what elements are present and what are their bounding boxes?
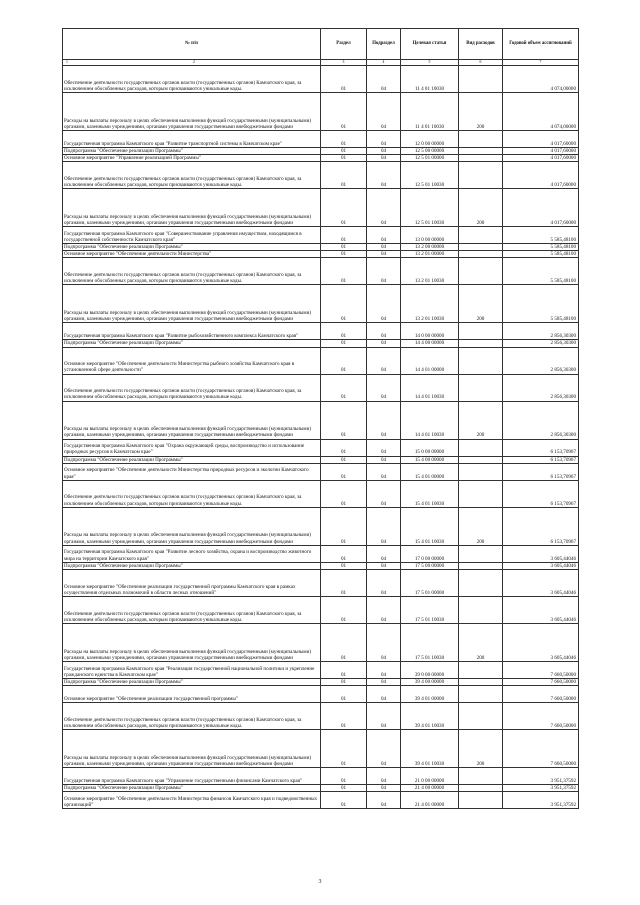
- row-podrazdel: 04: [367, 685, 401, 702]
- row-target: 14 0 00 00000: [401, 323, 459, 340]
- row-name: Основное мероприятие "Управление реализацией Программы": [63, 155, 321, 162]
- table-row: [63, 545, 579, 562]
- row-razdel: 01: [321, 545, 367, 562]
- row-name: Расходы на выплаты персоналу в целях обеспечения выполнения функций государственными (муниципальными) органами, казенными учреждениями, органами управления государственными внебюджетными фондами: [63, 285, 321, 323]
- row-total: 7 660,50000: [503, 678, 579, 685]
- row-name: Расходы на выплаты персоналу в целях обеспечения выполнения функций государственными (муниципальными) органами, казенными учреждениями, органами управления государственными внебюджетными фондами: [63, 507, 321, 545]
- column-number: 6: [459, 60, 503, 66]
- row-name: Расходы на выплаты персоналу в целях обеспечения выполнения функций государственными (муниципальными) органами, казенными учреждениями, органами управления государственными внебюджетными фондами: [63, 401, 321, 439]
- row-vid: [459, 227, 503, 244]
- row-razdel: 01: [321, 661, 367, 678]
- row-vid: [459, 131, 503, 148]
- row-name: Обеспечение деятельности государственных органов власти (государственных органов) Камчатского края, за исключением обособленных расходов, которым присваиваются уникальные коды.: [63, 258, 321, 285]
- row-podrazdel: 04: [367, 702, 401, 729]
- row-podrazdel: 04: [367, 189, 401, 227]
- row-razdel: 01: [321, 285, 367, 323]
- row-vid: [459, 702, 503, 729]
- row-vid: [459, 323, 503, 340]
- row-podrazdel: 04: [367, 456, 401, 463]
- row-target: 14 4 01 10030: [401, 401, 459, 439]
- row-podrazdel: 04: [367, 569, 401, 596]
- row-podrazdel: 04: [367, 162, 401, 189]
- table-row: [63, 401, 579, 439]
- row-total: 3 605,44046: [503, 623, 579, 661]
- row-total: 6 153,70967: [503, 507, 579, 545]
- row-podrazdel: 04: [367, 66, 401, 93]
- row-total: 4 074,00000: [503, 66, 579, 93]
- row-podrazdel: 04: [367, 439, 401, 456]
- row-total: 6 153,70967: [503, 439, 579, 456]
- table-row: [63, 162, 579, 189]
- table-row: [63, 678, 579, 685]
- row-razdel: 01: [321, 347, 367, 374]
- row-name: Расходы на выплаты персоналу в целях обеспечения выполнения функций государственными (муниципальными) органами, казенными учреждениями, органами управления государственными внебюджетными фондами: [63, 93, 321, 131]
- row-target: 15 4 01 10030: [401, 507, 459, 545]
- row-target: 12 5 00 00000: [401, 148, 459, 155]
- row-vid: [459, 784, 503, 791]
- row-target: 17 5 01 10030: [401, 623, 459, 661]
- row-name: Обеспечение деятельности государственных органов власти (государственных органов) Камчатского края, за исключением обособленных расходов, которым присваиваются уникальные коды.: [63, 596, 321, 623]
- column-number: 4: [367, 60, 401, 66]
- row-vid: [459, 562, 503, 569]
- row-vid: [459, 155, 503, 162]
- row-name: Расходы на выплаты персоналу в целях обеспечения выполнения функций государственными (муниципальными) органами, казенными учреждениями, органами управления государственными внебюджетными фондами: [63, 623, 321, 661]
- row-razdel: 01: [321, 251, 367, 258]
- table-row: [63, 661, 579, 678]
- row-total: 4 017,60000: [503, 189, 579, 227]
- row-total: 3 605,44046: [503, 569, 579, 596]
- row-total: 5 585,48100: [503, 251, 579, 258]
- row-razdel: 01: [321, 596, 367, 623]
- row-vid: [459, 374, 503, 401]
- row-podrazdel: 04: [367, 244, 401, 251]
- row-total: 3 951,37592: [503, 767, 579, 784]
- row-target: 21 4 00 00000: [401, 784, 459, 791]
- budget-table: [62, 28, 579, 809]
- row-target: 14 4 01 00000: [401, 347, 459, 374]
- row-total: 6 153,70967: [503, 456, 579, 463]
- row-target: 39 0 00 00000: [401, 661, 459, 678]
- row-podrazdel: 04: [367, 258, 401, 285]
- row-podrazdel: 04: [367, 767, 401, 784]
- row-podrazdel: 04: [367, 251, 401, 258]
- table-row: [63, 480, 579, 507]
- row-target: 21 4 01 00000: [401, 791, 459, 808]
- row-vid: [459, 791, 503, 808]
- column-number: 7: [503, 60, 579, 66]
- row-target: 17 5 00 00000: [401, 562, 459, 569]
- header-vid: Вид расходов: [459, 29, 503, 60]
- header-podrazdel: Подраздел: [367, 29, 401, 60]
- header-name: № п/п: [63, 29, 321, 60]
- table-row: [63, 596, 579, 623]
- row-podrazdel: 04: [367, 545, 401, 562]
- row-vid: [459, 148, 503, 155]
- row-total: 7 660,50000: [503, 661, 579, 678]
- row-total: 3 605,44046: [503, 562, 579, 569]
- row-vid: 200: [459, 507, 503, 545]
- row-name: Государственная программа Камчатского края "Реализация государственной национальной политики и укрепление гражданского единства в Камчатском крае": [63, 661, 321, 678]
- table-row: [63, 507, 579, 545]
- row-target: 13 2 00 00000: [401, 244, 459, 251]
- row-razdel: 01: [321, 227, 367, 244]
- row-razdel: 01: [321, 569, 367, 596]
- row-razdel: 01: [321, 189, 367, 227]
- row-target: 12 5 01 00000: [401, 155, 459, 162]
- row-target: 15 4 01 00000: [401, 463, 459, 480]
- row-target: 17 5 01 10030: [401, 596, 459, 623]
- row-vid: 200: [459, 189, 503, 227]
- row-name: Подпрограмма "Обеспечение реализации Программы": [63, 456, 321, 463]
- row-total: 3 605,44046: [503, 596, 579, 623]
- row-podrazdel: 04: [367, 729, 401, 767]
- row-razdel: 01: [321, 340, 367, 347]
- row-razdel: 01: [321, 162, 367, 189]
- row-target: 14 4 00 00000: [401, 340, 459, 347]
- row-name: Подпрограмма "Обеспечение реализации Программы": [63, 244, 321, 251]
- table-row: [63, 569, 579, 596]
- row-razdel: 01: [321, 729, 367, 767]
- row-razdel: 01: [321, 507, 367, 545]
- row-podrazdel: 04: [367, 784, 401, 791]
- row-target: 21 0 00 00000: [401, 767, 459, 784]
- row-vid: 200: [459, 623, 503, 661]
- table-row: [63, 729, 579, 767]
- row-target: 15 0 00 00000: [401, 439, 459, 456]
- row-razdel: 01: [321, 401, 367, 439]
- row-vid: [459, 480, 503, 507]
- row-podrazdel: 04: [367, 323, 401, 340]
- row-total: 7 660,50000: [503, 685, 579, 702]
- table-row: [63, 189, 579, 227]
- row-razdel: 01: [321, 148, 367, 155]
- row-vid: [459, 463, 503, 480]
- row-total: 2 856,30300: [503, 323, 579, 340]
- row-vid: 200: [459, 285, 503, 323]
- row-vid: [459, 678, 503, 685]
- row-total: 3 951,37592: [503, 791, 579, 808]
- row-total: 2 856,30300: [503, 401, 579, 439]
- header-target: Целевая статья: [401, 29, 459, 60]
- row-name: Государственная программа Камчатского края "Развитие транспортной системы в Камчатском крае": [63, 131, 321, 148]
- row-vid: [459, 439, 503, 456]
- table-row: [63, 227, 579, 244]
- table-row: [63, 767, 579, 784]
- table-row: [63, 285, 579, 323]
- row-razdel: 01: [321, 93, 367, 131]
- table-row: [63, 155, 579, 162]
- row-name: Расходы на выплаты персоналу в целях обеспечения выполнения функций государственными (муниципальными) органами, казенными учреждениями, органами управления государственными внебюджетными фондами: [63, 189, 321, 227]
- row-podrazdel: 04: [367, 463, 401, 480]
- row-name: Подпрограмма "Обеспечение реализации Программы": [63, 340, 321, 347]
- row-name: Основное мероприятие "Обеспечение деятельности Министерства": [63, 251, 321, 258]
- table-row: [63, 784, 579, 791]
- row-vid: [459, 661, 503, 678]
- table-row: [63, 702, 579, 729]
- row-vid: [459, 340, 503, 347]
- row-razdel: 01: [321, 480, 367, 507]
- row-name: Обеспечение деятельности государственных органов власти (государственных органов) Камчатского края, за исключением обособленных расходов, которым присваиваются уникальные коды.: [63, 480, 321, 507]
- row-total: 6 153,70967: [503, 480, 579, 507]
- row-podrazdel: 04: [367, 148, 401, 155]
- row-razdel: 01: [321, 66, 367, 93]
- row-target: 15 4 00 00000: [401, 456, 459, 463]
- table-row: [63, 323, 579, 340]
- row-total: 7 660,50000: [503, 729, 579, 767]
- table-row: [63, 439, 579, 456]
- row-target: 12 0 00 00000: [401, 131, 459, 148]
- row-name: Подпрограмма "Обеспечение реализации Программы": [63, 678, 321, 685]
- row-target: 39 4 01 00000: [401, 685, 459, 702]
- row-name: Государственная программа Камчатского края "Управление государственными финансами Камчатского края": [63, 767, 321, 784]
- row-total: 2 856,30300: [503, 340, 579, 347]
- row-razdel: 01: [321, 439, 367, 456]
- row-vid: [459, 244, 503, 251]
- row-vid: [459, 456, 503, 463]
- row-podrazdel: 04: [367, 93, 401, 131]
- table-row: [63, 131, 579, 148]
- row-razdel: 01: [321, 258, 367, 285]
- row-total: 5 585,48100: [503, 258, 579, 285]
- table-row: [63, 244, 579, 251]
- row-target: 12 5 01 10030: [401, 162, 459, 189]
- row-podrazdel: 04: [367, 791, 401, 808]
- table-header-row: [63, 29, 579, 60]
- table-row: [63, 562, 579, 569]
- row-podrazdel: 04: [367, 623, 401, 661]
- row-name: Подпрограмма "Обеспечение реализации Программы": [63, 148, 321, 155]
- row-total: 7 660,50000: [503, 702, 579, 729]
- row-name: Основное мероприятие "Обеспечение деятельности Министерства рыбного хозяйства Камчатского края в установленной сфере деятельности": [63, 347, 321, 374]
- table-body: [63, 66, 579, 809]
- row-razdel: 01: [321, 155, 367, 162]
- row-total: 5 585,48100: [503, 285, 579, 323]
- table-row: [63, 685, 579, 702]
- row-razdel: 01: [321, 784, 367, 791]
- table-row: [63, 258, 579, 285]
- row-target: 17 0 00 00000: [401, 545, 459, 562]
- table-row: [63, 347, 579, 374]
- table-row: [63, 251, 579, 258]
- row-vid: [459, 545, 503, 562]
- row-target: 11 4 01 10030: [401, 93, 459, 131]
- row-vid: [459, 569, 503, 596]
- column-number: 5: [401, 60, 459, 66]
- row-razdel: 01: [321, 791, 367, 808]
- row-target: 39 4 00 00000: [401, 678, 459, 685]
- table-row: [63, 456, 579, 463]
- row-target: 13 2 01 00000: [401, 251, 459, 258]
- row-vid: 200: [459, 93, 503, 131]
- row-podrazdel: 04: [367, 227, 401, 244]
- column-number: 2: [193, 60, 195, 65]
- row-total: 4 017,60000: [503, 131, 579, 148]
- table-row: [63, 463, 579, 480]
- row-name: Подпрограмма "Обеспечение реализации Программы": [63, 562, 321, 569]
- row-name: Расходы на выплаты персоналу в целях обеспечения выполнения функций государственными (муниципальными) органами, казенными учреждениями, органами управления государственными внебюджетными фондами: [63, 729, 321, 767]
- row-name: Обеспечение деятельности государственных органов власти (государственных органов) Камчатского края, за исключением обособленных расходов, которым присваиваются уникальные коды.: [63, 66, 321, 93]
- row-razdel: 01: [321, 131, 367, 148]
- row-podrazdel: 04: [367, 596, 401, 623]
- row-vid: [459, 685, 503, 702]
- row-podrazdel: 04: [367, 661, 401, 678]
- row-vid: 200: [459, 401, 503, 439]
- row-total: 5 585,48100: [503, 227, 579, 244]
- row-vid: [459, 162, 503, 189]
- row-name: Государственная программа Камчатского края "Охрана окружающей среды, воспроизводство и использование природных ресурсов в Камчатском крае": [63, 439, 321, 456]
- row-vid: [459, 347, 503, 374]
- row-vid: [459, 251, 503, 258]
- row-total: 2 856,30300: [503, 347, 579, 374]
- row-razdel: 01: [321, 374, 367, 401]
- row-vid: [459, 66, 503, 93]
- row-podrazdel: 04: [367, 155, 401, 162]
- row-target: 13 2 01 10030: [401, 285, 459, 323]
- row-name: Основное мероприятие "Обеспечение реализации государственной программы": [63, 685, 321, 702]
- row-target: 13 2 01 10030: [401, 258, 459, 285]
- row-name: Подпрограмма "Обеспечение реализации Программы": [63, 784, 321, 791]
- row-name: Основное мероприятие "Обеспечение деятельности Министерства финансов Камчатского края и подведомственных организаций": [63, 791, 321, 808]
- row-razdel: 01: [321, 456, 367, 463]
- row-total: 4 017,60000: [503, 148, 579, 155]
- row-name: Основное мероприятие "Обеспечение реализации государственной программы Камчатского края в рамках осуществления отдельных полномочий в области лесных отношений": [63, 569, 321, 596]
- row-target: 14 4 01 10030: [401, 374, 459, 401]
- header-total: Годовой объем ассигнований: [503, 29, 579, 60]
- row-podrazdel: 04: [367, 131, 401, 148]
- row-podrazdel: 04: [367, 562, 401, 569]
- row-podrazdel: 04: [367, 374, 401, 401]
- row-total: 3 605,44046: [503, 545, 579, 562]
- row-vid: 200: [459, 729, 503, 767]
- row-name: Обеспечение деятельности государственных органов власти (государственных органов) Камчатского края, за исключением обособленных расходов, которым присваиваются уникальные коды.: [63, 702, 321, 729]
- row-target: 39 4 01 10030: [401, 702, 459, 729]
- column-number: 3: [321, 60, 367, 66]
- row-razdel: 01: [321, 685, 367, 702]
- row-name: Обеспечение деятельности государственных органов власти (государственных органов) Камчатского края, за исключением обособленных расходов, которым присваиваются уникальные коды.: [63, 162, 321, 189]
- row-podrazdel: 04: [367, 340, 401, 347]
- row-total: 2 856,30300: [503, 374, 579, 401]
- row-name: Обеспечение деятельности государственных органов власти (государственных органов) Камчатского края, за исключением обособленных расходов, которым присваиваются уникальные коды.: [63, 374, 321, 401]
- row-razdel: 01: [321, 702, 367, 729]
- row-razdel: 01: [321, 678, 367, 685]
- row-razdel: 01: [321, 323, 367, 340]
- row-target: 17 5 01 00000: [401, 569, 459, 596]
- row-vid: [459, 258, 503, 285]
- table-row: [63, 791, 579, 808]
- row-total: 4 017,60000: [503, 162, 579, 189]
- row-podrazdel: 04: [367, 678, 401, 685]
- row-podrazdel: 04: [367, 401, 401, 439]
- row-razdel: 01: [321, 244, 367, 251]
- table-row: [63, 148, 579, 155]
- table-row: [63, 623, 579, 661]
- table-row: [63, 93, 579, 131]
- row-vid: [459, 596, 503, 623]
- row-target: 39 4 01 10030: [401, 729, 459, 767]
- column-number: 1: [66, 60, 68, 65]
- page-number: 3: [318, 879, 322, 885]
- row-razdel: 01: [321, 767, 367, 784]
- row-total: 5 585,48100: [503, 244, 579, 251]
- row-target: 11 4 01 10030: [401, 66, 459, 93]
- row-podrazdel: 04: [367, 347, 401, 374]
- row-name: Государственная программа Камчатского края "Совершенствование управления имуществом, находящимся в государственной собственности Камчатского края": [63, 227, 321, 244]
- row-name: Основное мероприятие "Обеспечение деятельности Министерства природных ресурсов и экологии Камчатского края": [63, 463, 321, 480]
- row-target: 12 5 01 10030: [401, 189, 459, 227]
- table-row: [63, 66, 579, 93]
- row-total: 4 074,00000: [503, 93, 579, 131]
- row-total: 4 017,60000: [503, 155, 579, 162]
- table-row: [63, 340, 579, 347]
- header-razdel: Раздел: [321, 29, 367, 60]
- row-razdel: 01: [321, 463, 367, 480]
- table-row: [63, 374, 579, 401]
- row-vid: [459, 767, 503, 784]
- row-target: 13 0 00 00000: [401, 227, 459, 244]
- row-target: 15 4 01 10030: [401, 480, 459, 507]
- row-name: Государственная программа Камчатского края "Развитие лесного хозяйства, охрана и воспроизводство животного мира на территории Камчатского края": [63, 545, 321, 562]
- row-name: Государственная программа Камчатского края "Развитие рыбохозяйственного комплекса Камчатского края": [63, 323, 321, 340]
- row-razdel: 01: [321, 623, 367, 661]
- row-total: 6 153,70967: [503, 463, 579, 480]
- row-razdel: 01: [321, 562, 367, 569]
- row-podrazdel: 04: [367, 480, 401, 507]
- row-podrazdel: 04: [367, 507, 401, 545]
- row-total: 3 951,37592: [503, 784, 579, 791]
- row-podrazdel: 04: [367, 285, 401, 323]
